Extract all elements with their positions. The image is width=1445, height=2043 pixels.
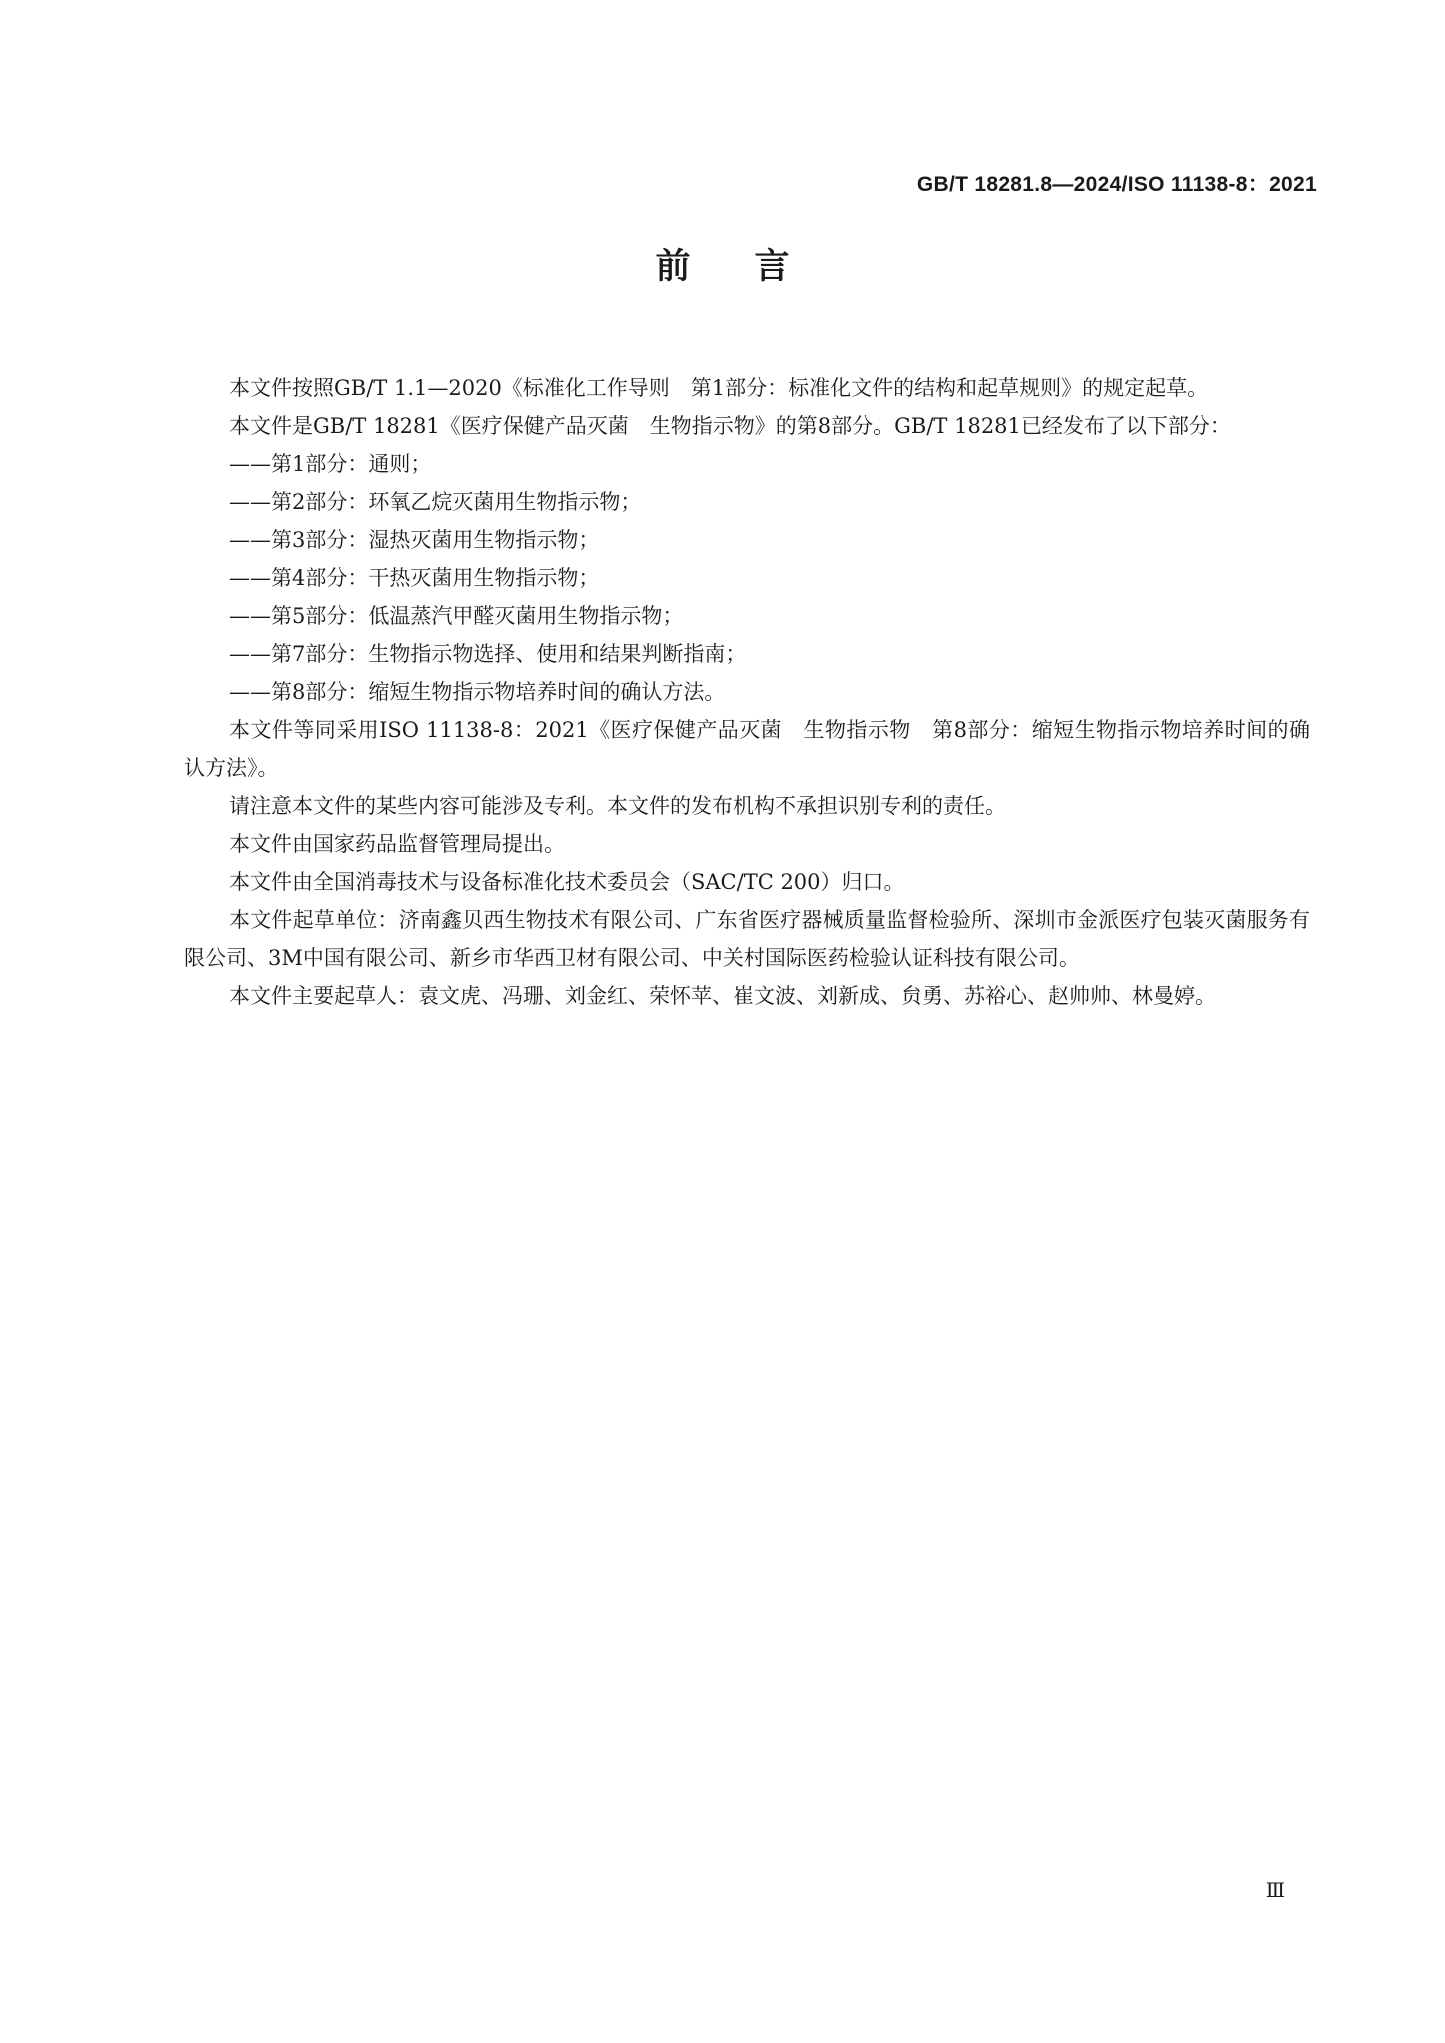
paragraph-drafting-rules: 本文件按照GB/T 1.1—2020《标准化工作导则 第1部分：标准化文件的结构和起草规则》的规定起草。 (229, 376, 1209, 400)
page-number: Ⅲ (1265, 1878, 1285, 1902)
list-item: ——第7部分：生物指示物选择、使用和结果判断指南； (229, 642, 747, 666)
list-item: ——第4部分：干热灭菌用生物指示物； (229, 566, 600, 590)
paragraph-drafting-units: 本文件起草单位：济南鑫贝西生物技术有限公司、广东省医疗器械质量监督检验所、深圳市金派医疗包装灭菌服务有限公司、3M中国有限公司、新乡市华西卫材有限公司、中关村国际医药检验认证科技有限公司。 (184, 908, 1310, 970)
paragraph-committee: 本文件由全国消毒技术与设备标准化技术委员会（SAC/TC 200）归口。 (229, 870, 905, 894)
paragraph-series-intro: 本文件是GB/T 18281《医疗保健产品灭菌 生物指示物》的第8部分。GB/T 18281已经发布了以下部分： (229, 414, 1231, 438)
list-item: ——第5部分：低温蒸汽甲醛灭菌用生物指示物； (229, 604, 684, 628)
paragraph-drafters: 本文件主要起草人：袁文虎、冯珊、刘金红、荣怀苹、崔文波、刘新成、贠勇、苏裕心、赵帅帅、林曼婷。 (229, 984, 1216, 1008)
list-item: ——第2部分：环氧乙烷灭菌用生物指示物； (229, 490, 642, 514)
document-standard-number: GB/T 18281.8—2024/ISO 11138-8：2021 (916, 173, 1317, 196)
page-title: 前言 (655, 247, 854, 287)
foreword-body (184, 369, 1310, 1015)
parts-list (184, 445, 1310, 711)
paragraph-proposer: 本文件由国家药品监督管理局提出。 (229, 832, 565, 856)
paragraph-patent-notice: 请注意本文件的某些内容可能涉及专利。本文件的发布机构不承担识别专利的责任。 (229, 794, 1006, 818)
paragraph-iso-equivalence: 本文件等同采用ISO 11138-8：2021《医疗保健产品灭菌 生物指示物 第8部分：缩短生物指示物培养时间的确认方法》。 (184, 718, 1310, 780)
list-item: ——第1部分：通则； (229, 452, 432, 476)
list-item: ——第8部分：缩短生物指示物培养时间的确认方法。 (229, 680, 726, 704)
list-item: ——第3部分：湿热灭菌用生物指示物； (229, 528, 600, 552)
